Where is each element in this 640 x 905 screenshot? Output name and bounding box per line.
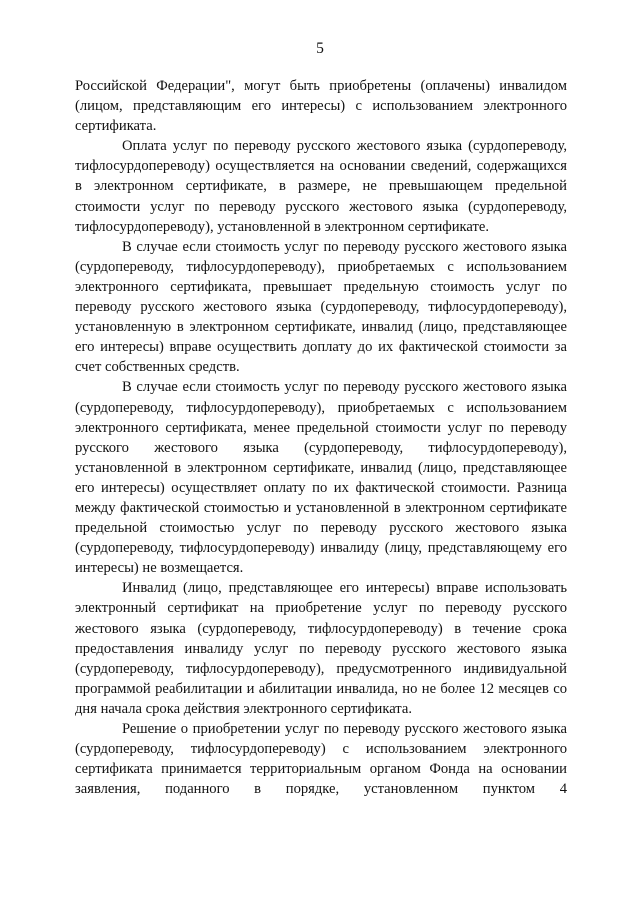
document-body bbox=[75, 76, 567, 799]
page-number: 5 bbox=[316, 40, 324, 57]
paragraph-lower-cost: В случае если стоимость услуг по переводу русского жестового языка (сурдопереводу, тифлосурдопереводу), приобретаемых с использованием электронного сертификата, менее предельной стоимости услуг по переводу русского жестового языка (сурдопереводу, тифлосурдопереводу), установленной в электронном сертификате, инвалид (лицо, представляющее его интересы) осуществляет оплату по их фактической стоимости. Разница между фактической стоимостью и установленной в электронном сертификате предельной стоимостью услуг по переводу русского жестового языка (сурдопереводу, тифлосурдопереводу) инвалиду (лицу, представляющему его интересы) не возмещается. bbox=[75, 379, 567, 577]
paragraph-decision: Решение о приобретении услуг по переводу русского жестового языка (сурдопереводу, тифлосурдопереводу) с использованием электронного сертификата принимается территориальным органом Фонда на основании заявления, поданного в порядке, установленном пунктом 4 bbox=[75, 721, 567, 798]
paragraph-usage-period: Инвалид (лицо, представляющее его интересы) вправе использовать электронный сертификат на приобретение услуг по переводу русского жестового языка (сурдопереводу, тифлосурдопереводу) в течение срока предоставления инвалиду услуг по переводу русского жестового языка (сурдопереводу, тифлосурдопереводу), предусмотренного индивидуальной программой реабилитации и абилитации инвалида, но не более 12 месяцев со дня начала срока действия электронного сертификата. bbox=[75, 580, 567, 717]
paragraph-continued: Российской Федерации", могут быть приобретены (оплачены) инвалидом (лицом, представляющим его интересы) с использованием электронного сертификата. bbox=[75, 78, 567, 135]
paragraph-payment-terms: Оплата услуг по переводу русского жестового языка (сурдопереводу, тифлосурдопереводу) осуществляется на основании сведений, содержащихся в электронном сертификате, в размере, не превышающем предельной стоимости услуг по переводу русского жестового языка (сурдопереводу, тифлосурдопереводу), установленной в электронном сертификате. bbox=[75, 138, 567, 235]
paragraph-excess-cost: В случае если стоимость услуг по переводу русского жестового языка (сурдопереводу, тифлосурдопереводу), приобретаемых с использованием электронного сертификата, превышает предельную стоимость услуг по переводу русского жестового языка (сурдопереводу, тифлосурдопереводу), установленную в электронном сертификате, инвалид (лицо, представляющее его интересы) вправе осуществить доплату до их фактической стоимости за счет собственных средств. bbox=[75, 238, 567, 376]
